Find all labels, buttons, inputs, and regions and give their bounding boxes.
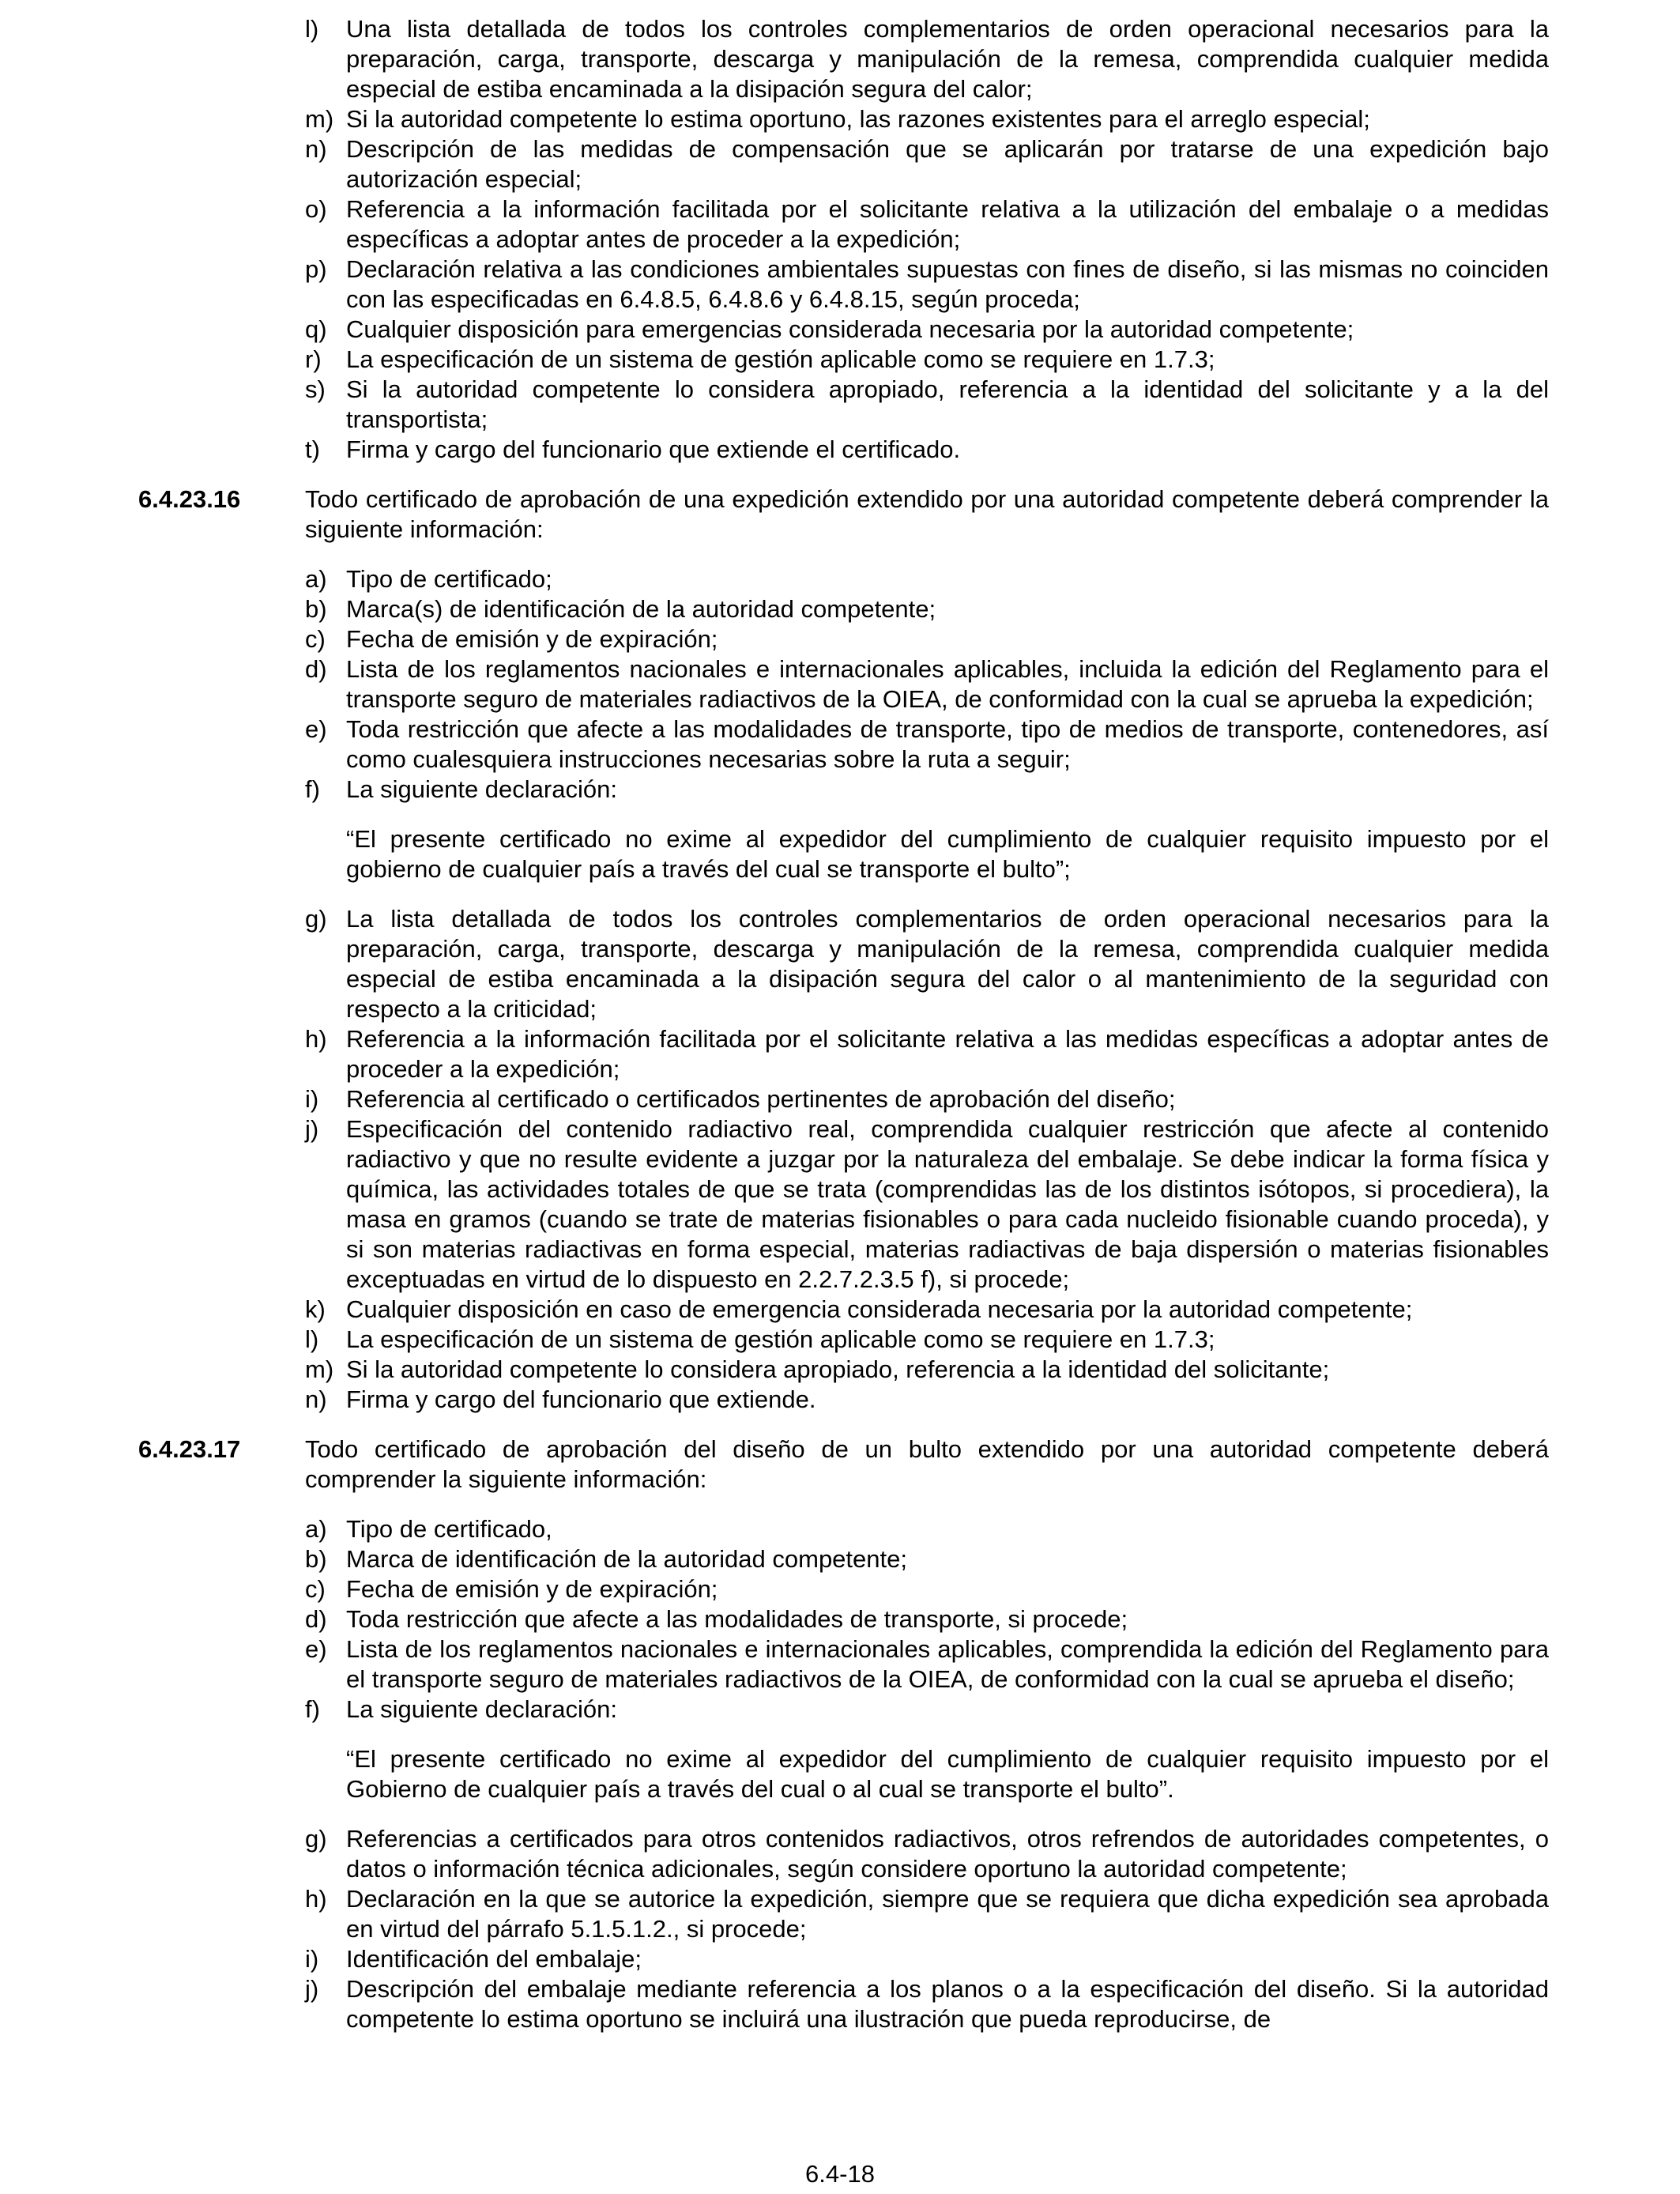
list-item — [0, 1325, 1680, 1355]
section16-list-a — [0, 564, 1680, 805]
section-number: 6.4.23.17 — [138, 1435, 241, 1463]
item-text: Tipo de certificado, — [346, 1515, 552, 1543]
item-label: j) — [305, 1975, 319, 2003]
section-6-4-23-17 — [0, 1434, 1680, 1495]
item-label: i) — [305, 1085, 319, 1113]
item-text: Especificación del contenido radiactivo real, comprendida cualquier restricción que afecte al contenido radiactivo y que no resulte evidente a juzgar por la naturaleza del embalaje. Se debe indicar la forma física y química, las actividades totales de que se trata (comprendidas las de los distintos isótopos, si procediera), la masa en gramos (cuando se trate de materias fisionables o para cada nucleido fisionable cuando proceda), y si son materias radiactivas en forma especial, materias radiactivas de baja dispersión o materias fisionables exceptuadas en virtud de lo dispuesto en 2.2.7.2.3.5 f), si procede; — [346, 1115, 1549, 1293]
item-label: l) — [305, 1325, 319, 1353]
item-text: Toda restricción que afecte a las modalidades de transporte, si procede; — [346, 1605, 1128, 1633]
list-item — [0, 375, 1680, 435]
item-text: Tipo de certificado; — [346, 565, 552, 593]
declaration-quote: “El presente certificado no exime al expedidor del cumplimiento de cualquier requisito impuesto por el gobierno de cualquier país a través del cual se transporte el bulto”; — [346, 825, 1549, 883]
list-item — [0, 1385, 1680, 1415]
item-label: t) — [305, 435, 320, 463]
item-label: l) — [305, 15, 319, 43]
list-item — [0, 1824, 1680, 1884]
item-label: m) — [305, 1355, 334, 1383]
item-text: Lista de los reglamentos nacionales e internacionales aplicables, incluida la edición del Reglamento para el transporte seguro de materiales radiactivos de la OIEA, de conformidad con la cual se aprueba la expedición; — [346, 655, 1549, 713]
list-item — [0, 904, 1680, 1024]
section-6-4-23-16 — [0, 484, 1680, 545]
item-label: e) — [305, 1635, 327, 1663]
item-text: Referencia a la información facilitada por el solicitante relativa a la utilización del embalaje o a medidas específicas a adoptar antes de proceder a la expedición; — [346, 195, 1549, 253]
item-text: Cualquier disposición en caso de emergencia considerada necesaria por la autoridad competente; — [346, 1295, 1413, 1323]
item-text: Firma y cargo del funcionario que extiende. — [346, 1385, 816, 1413]
item-label: e) — [305, 715, 327, 743]
item-label: f) — [305, 1695, 320, 1723]
list-item — [0, 194, 1680, 254]
item-label: j) — [305, 1115, 319, 1143]
item-label: q) — [305, 315, 327, 343]
section-number: 6.4.23.16 — [138, 485, 241, 513]
list-item — [0, 345, 1680, 375]
list-item — [0, 1974, 1680, 2034]
list-item — [0, 1634, 1680, 1695]
item-label: a) — [305, 1515, 327, 1543]
item-label: o) — [305, 195, 327, 223]
section17-list-b — [0, 1824, 1680, 2034]
item-label: k) — [305, 1295, 326, 1323]
list-item — [0, 1084, 1680, 1114]
item-label: s) — [305, 375, 326, 403]
list-item — [0, 1574, 1680, 1604]
list-item — [0, 654, 1680, 714]
item-text: Identificación del embalaje; — [346, 1945, 642, 1973]
item-label: h) — [305, 1025, 327, 1053]
item-text: Referencia a la información facilitada por el solicitante relativa a las medidas específicas a adoptar antes de proceder a la expedición; — [346, 1025, 1549, 1083]
list-item — [0, 254, 1680, 315]
page-content — [0, 14, 1680, 2034]
list-item — [0, 1884, 1680, 1944]
list-item — [0, 1944, 1680, 1974]
list-item — [0, 1604, 1680, 1634]
list-item — [0, 435, 1680, 465]
list-item — [0, 1355, 1680, 1385]
item-text: Declaración en la que se autorice la expedición, siempre que se requiera que dicha expedición sea aprobada en virtud del párrafo 5.1.5.1.2., si procede; — [346, 1885, 1549, 1943]
item-text: Si la autoridad competente lo estima oportuno, las razones existentes para el arreglo especial; — [346, 105, 1370, 133]
list-item — [0, 1295, 1680, 1325]
item-text: La siguiente declaración: — [346, 775, 617, 803]
item-label: r) — [305, 345, 322, 373]
item-label: c) — [305, 1575, 326, 1603]
item-label: p) — [305, 255, 327, 283]
item-text: La siguiente declaración: — [346, 1695, 617, 1723]
item-text: La especificación de un sistema de gestión aplicable como se requiere en 1.7.3; — [346, 1325, 1215, 1353]
list-item — [0, 1695, 1680, 1725]
item-text: Referencias a certificados para otros contenidos radiactivos, otros refrendos de autoridades competentes, o datos o información técnica adicionales, según considere oportuno la autoridad competente; — [346, 1825, 1549, 1883]
list-item — [0, 315, 1680, 345]
item-label: n) — [305, 1385, 327, 1413]
list-item — [0, 104, 1680, 134]
item-text: La especificación de un sistema de gestión aplicable como se requiere en 1.7.3; — [346, 345, 1215, 373]
item-text: Marca(s) de identificación de la autoridad competente; — [346, 595, 936, 623]
item-text: Descripción del embalaje mediante referencia a los planos o a la especificación del diseño. Si la autoridad competente lo estima oportuno se incluirá una ilustración que pueda reproducirse, de — [346, 1975, 1549, 2033]
list-item — [0, 134, 1680, 194]
item-text: Si la autoridad competente lo considera apropiado, referencia a la identidad del solicitante; — [346, 1355, 1330, 1383]
item-text: Lista de los reglamentos nacionales e internacionales aplicables, comprendida la edición del Reglamento para el transporte seguro de materiales radiactivos de la OIEA, de conformidad con la cual se aprueba el diseño; — [346, 1635, 1549, 1693]
list-item — [0, 594, 1680, 624]
list-item — [0, 1514, 1680, 1544]
item-label: d) — [305, 1605, 327, 1633]
item-label: m) — [305, 105, 334, 133]
item-label: f) — [305, 775, 320, 803]
item-label: c) — [305, 625, 326, 653]
item-label: b) — [305, 595, 327, 623]
item-label: h) — [305, 1885, 327, 1913]
item-text: Si la autoridad competente lo considera apropiado, referencia a la identidad del solicitante y a la del transportista; — [346, 375, 1549, 433]
item-text: Marca de identificación de la autoridad competente; — [346, 1545, 907, 1573]
list-item — [0, 1114, 1680, 1295]
section17-list-a — [0, 1514, 1680, 1725]
section16-list-b — [0, 904, 1680, 1415]
item-label: a) — [305, 565, 327, 593]
list-item — [0, 624, 1680, 654]
item-text: Declaración relativa a las condiciones ambientales supuestas con fines de diseño, si las mismas no coinciden con las especificadas en 6.4.8.5, 6.4.8.6 y 6.4.8.15, según proceda; — [346, 255, 1549, 313]
item-text: Toda restricción que afecte a las modalidades de transporte, tipo de medios de transporte, contenedores, así como cualesquiera instrucciones necesarias sobre la ruta a seguir; — [346, 715, 1549, 773]
item-label: g) — [305, 905, 327, 933]
declaration-quote: “El presente certificado no exime al expedidor del cumplimiento de cualquier requisito impuesto por el Gobierno de cualquier país a través del cual o al cual se transporte el bulto”. — [346, 1745, 1549, 1803]
page-number: 6.4-18 — [805, 2160, 875, 2188]
list-item — [0, 1544, 1680, 1574]
item-text: Fecha de emisión y de expiración; — [346, 1575, 718, 1603]
item-label: d) — [305, 655, 327, 683]
list-item — [0, 1024, 1680, 1084]
item-text: Descripción de las medidas de compensación que se aplicarán por tratarse de una expedición bajo autorización especial; — [346, 135, 1549, 193]
item-text: Referencia al certificado o certificados pertinentes de aprobación del diseño; — [346, 1085, 1176, 1113]
list-item — [0, 14, 1680, 104]
item-text: Cualquier disposición para emergencias considerada necesaria por la autoridad competente; — [346, 315, 1354, 343]
list-top — [0, 14, 1680, 465]
item-text: La lista detallada de todos los controles complementarios de orden operacional necesarios para la preparación, carga, transporte, descarga y manipulación de la remesa, comprendida cualquier medida especial de estiba encaminada a la disipación segura del calor o al mantenimiento de la seguridad con respecto a la criticidad; — [346, 905, 1549, 1023]
item-label: g) — [305, 1825, 327, 1853]
item-label: b) — [305, 1545, 327, 1573]
list-item — [0, 564, 1680, 594]
list-item — [0, 714, 1680, 775]
item-label: n) — [305, 135, 327, 163]
item-text: Firma y cargo del funcionario que extiende el certificado. — [346, 435, 961, 463]
section-intro: Todo certificado de aprobación del diseño de un bulto extendido por una autoridad competente deberá comprender la siguiente información: — [305, 1435, 1549, 1493]
list-item — [0, 775, 1680, 805]
item-text: Una lista detallada de todos los controles complementarios de orden operacional necesarios para la preparación, carga, transporte, descarga y manipulación de la remesa, comprendida cualquier medida especial de estiba encaminada a la disipación segura del calor; — [346, 15, 1549, 103]
section-intro: Todo certificado de aprobación de una expedición extendido por una autoridad competente deberá comprender la siguiente información: — [305, 485, 1549, 543]
item-label: i) — [305, 1945, 319, 1973]
item-text: Fecha de emisión y de expiración; — [346, 625, 718, 653]
